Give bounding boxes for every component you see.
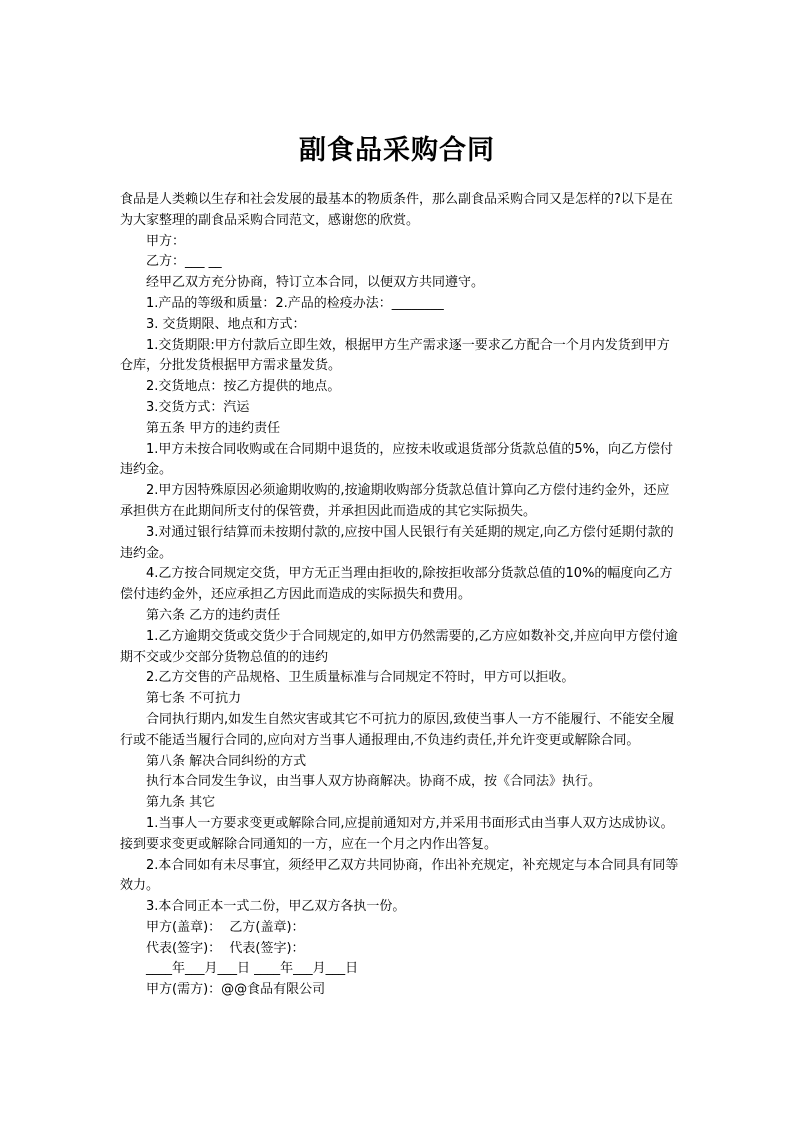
paragraph: 3.本合同正本一式二份，甲乙双方各执一份。 (146, 899, 406, 915)
paragraph: 第七条 不可抗力 (146, 691, 242, 707)
paragraph: 食品是人类赖以生存和社会发展的最基本的物质条件，那么副食品采购合同又是怎样的?以下是在为大家整理的副食品采购合同范文，感谢您的欣赏。 (120, 192, 673, 228)
paragraph: 2.本合同如有未尽事宜，须经甲乙双方共同协商，作出补充规定，补充规定与本合同具有同等效力。 (120, 857, 679, 894)
paragraph: 3.交货方式：汽运 (146, 399, 250, 415)
paragraph: 1.交货期限:甲方付款后立即生效，根据甲方生产需求逐一要求乙方配合一个月内发货到甲方仓库，分批发货根据甲方需求量发货。 (120, 337, 670, 374)
paragraph: 甲方： (146, 233, 186, 249)
paragraph: 2.甲方因特殊原因必须逾期收购的,按逾期收购部分货款总值计算向乙方偿付违约金外，还应承担供方在此期间所支付的保管费，并承担因此而造成的其它实际损失。 (120, 483, 670, 519)
paragraph: 3. 交货期限、地点和方式： (146, 316, 306, 332)
paragraph: 第六条 乙方的违约责任 (146, 607, 281, 623)
document-body (120, 190, 680, 1001)
paragraph: 代表(签字)： 代表(签字)： (146, 940, 305, 956)
paragraph: 合同执行期内,如发生自然灾害或其它不可抗力的原因,致使当事人一方不能履行、不能安全履行或不能适当履行合同的,应向对方当事人通报理由,不负违约责任,并允许变更或解除合同。 (120, 711, 675, 748)
paragraph: 1.当事人一方要求变更或解除合同,应提前通知对方,并采用书面形式由当事人双方达成协议。接到要求变更或解除合同通知的一方，应在一个月之内作出答复。 (120, 815, 674, 852)
paragraph: 2.交货地点：按乙方提供的地点。 (146, 379, 341, 395)
paragraph: 2.乙方交售的产品规格、卫生质量标准与合同规定不符时，甲方可以拒收。 (146, 670, 575, 686)
paragraph: 甲方(需方)：@@食品有限公司 (146, 982, 326, 998)
paragraph: ____年___月___日 ____年___月___日 (146, 961, 359, 977)
paragraph: 乙方：___ __ (146, 254, 222, 270)
paragraph: 第九条 其它 (146, 795, 216, 811)
paragraph: 3.对通过银行结算而未按期付款的,应按中国人民银行有关延期的规定,向乙方偿付延期付款的违约金。 (120, 524, 674, 561)
paragraph: 1.乙方逾期交货或交货少于合同规定的,如甲方仍然需要的,乙方应如数补交,并应向甲方偿付逾期不交或少交部分货物总值的的违约 (120, 628, 678, 665)
paragraph: 1.甲方未按合同收购或在合同期中退货的，应按未收或退货部分货款总值的5%，向乙方偿付违约金。 (120, 441, 674, 478)
paragraph: 第八条 解决合同纠纷的方式 (146, 753, 307, 769)
paragraph: 执行本合同发生争议，由当事人双方协商解决。协商不成，按《合同法》执行。 (146, 774, 602, 790)
page-title: 副食品采购合同 (299, 135, 495, 166)
paragraph: 1.产品的等级和质量：2.产品的检疫办法：________ (146, 295, 444, 311)
paragraph: 第五条 甲方的违约责任 (146, 420, 281, 436)
paragraph: 经甲乙双方充分协商，特订立本合同，以便双方共同遵守。 (146, 275, 485, 291)
paragraph: 甲方(盖章)： 乙方(盖章)： (146, 919, 305, 935)
paragraph: 4.乙方按合同规定交货，甲方无正当理由拒收的,除按拒收部分货款总值的10%的幅度向乙方偿付违约金外，还应承担乙方因此而造成的实际损失和费用。 (120, 566, 673, 603)
